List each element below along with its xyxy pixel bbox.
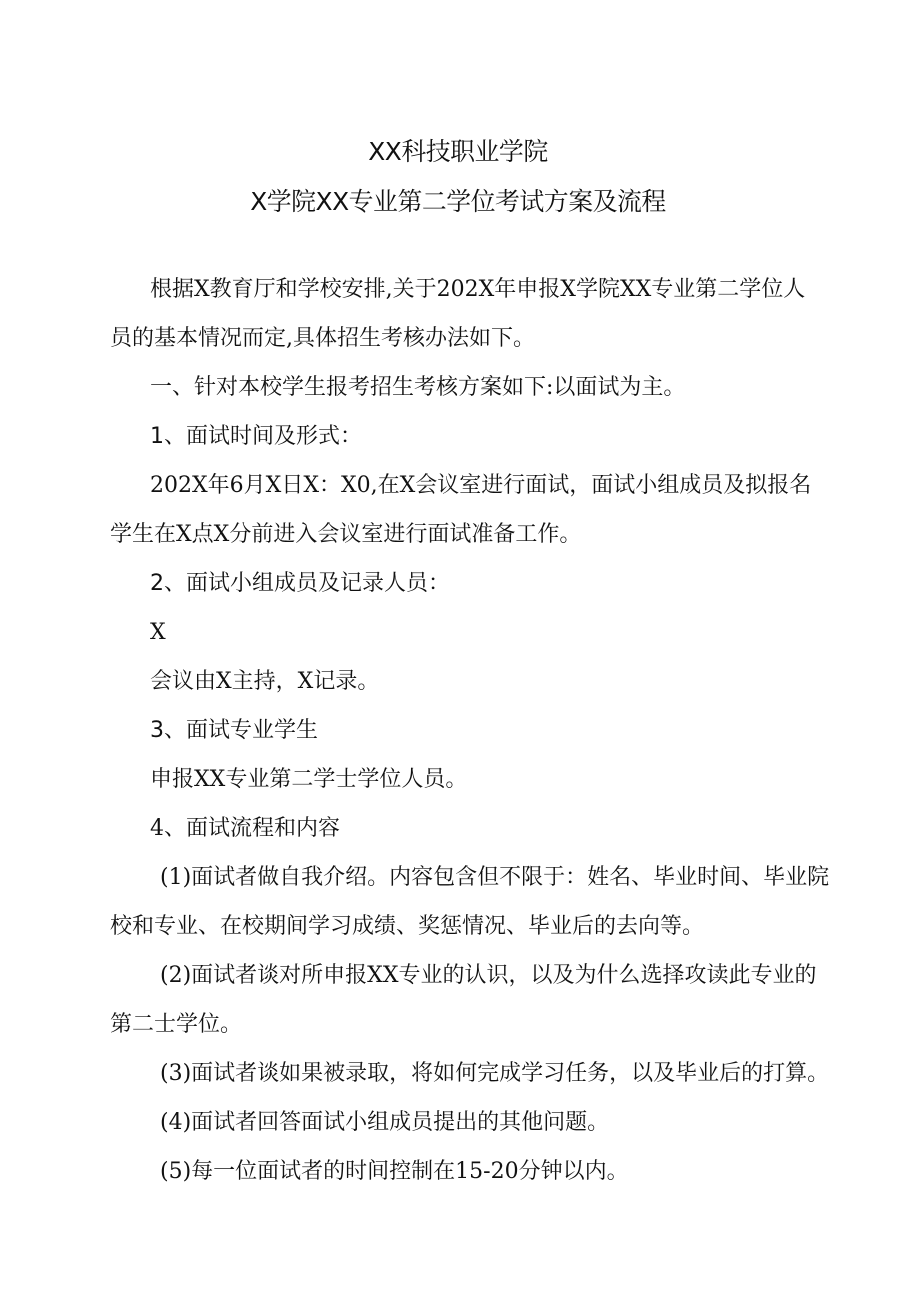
item-2-heading: 2、面试小组成员及记录人员： [150,571,450,596]
item-3-text: 申报XX专业第二学士学位人员。 [150,767,468,792]
item-3-heading: 3、面试专业学生 [150,718,318,743]
item-1-text-line-2: 学生在X点X分前进入会议室进行面试准备工作。 [110,522,582,547]
step-5: (5)每一位面试者的时间控制在15-20分钟以内。 [160,1159,629,1184]
paragraph-intro-line-2: 员的基本情况而定,具体招生考核办法如下。 [110,326,535,351]
step-2-line-2: 第二士学位。 [110,1012,243,1037]
section-1-heading: 一、针对本校学生报考招生考核方案如下:以面试为主。 [150,375,686,400]
step-2-line-1: (2)面试者谈对所申报XX专业的认识，以及为什么选择攻读此专业的 [160,963,817,988]
item-2-member: X [150,620,166,645]
step-1-line-1: (1)面试者做自我介绍。内容包含但不限于：姓名、毕业时间、毕业院 [160,865,830,890]
step-1-line-2: 校和专业、在校期间学习成绩、奖惩情况、毕业后的去向等。 [110,914,705,939]
item-4-heading: 4、面试流程和内容 [150,816,340,841]
document-title: X学院XX专业第二学位考试方案及流程 [250,187,666,216]
item-1-heading: 1、面试时间及形式： [150,424,362,449]
item-1-text-line-1: 202X年6月X日X：X0,在X会议室进行面试，面试小组成员及拟报名 [150,473,812,498]
step-3: (3)面试者谈如果被录取，将如何完成学习任务，以及毕业后的打算。 [160,1061,830,1086]
school-title: XX科技职业学院 [368,137,548,166]
item-2-text: 会议由X主持，X记录。 [150,669,380,694]
paragraph-intro-line-1: 根据X教育厅和学校安排,关于202X年申报X学院XX专业第二学位人 [150,277,806,302]
step-4: (4)面试者回答面试小组成员提出的其他问题。 [160,1110,610,1135]
